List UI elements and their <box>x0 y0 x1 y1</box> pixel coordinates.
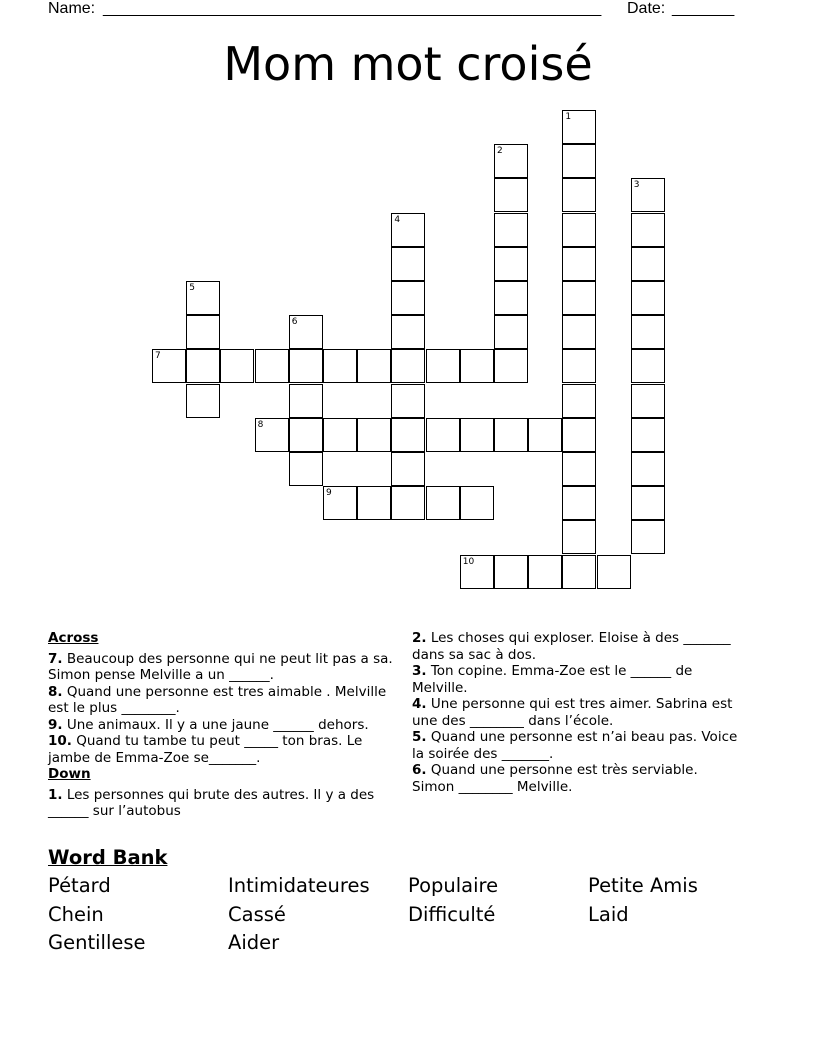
grid-cell <box>562 213 596 247</box>
grid-cell <box>562 555 596 589</box>
date-blank: _______ <box>672 0 735 17</box>
grid-cell <box>391 452 425 486</box>
name-label: Name: <box>48 0 96 17</box>
clue-across-9: 9. Une animaux. Il y a une jaune ______ dehors. <box>48 716 369 733</box>
grid-cell <box>391 281 425 315</box>
grid-cell <box>426 349 460 383</box>
grid-cell <box>460 555 494 589</box>
clue-down-6: 6. Quand une personne est très serviable. Simon ________ Melville. <box>412 762 698 795</box>
grid-cell <box>597 555 631 589</box>
clue-down-4: 4. Une personne qui est tres aimer. Sabrina est une des ________ dans l’école. <box>412 696 733 729</box>
grid-cell <box>460 349 494 383</box>
grid-cell <box>562 349 596 383</box>
grid-cell <box>391 349 425 383</box>
grid-cell <box>494 144 528 178</box>
clue-down-2: 2. Les choses qui exploser. Eloise à des _______ dans sa sac à dos. <box>412 630 731 663</box>
grid-cell <box>631 418 665 452</box>
grid-cell <box>494 281 528 315</box>
grid-cell <box>391 384 425 418</box>
grid-cell <box>220 349 254 383</box>
grid-cell <box>528 555 562 589</box>
clue-across-10: 10. Quand tu tambe tu peut _____ ton bras. Le jambe de Emma-Zoe se_______. <box>48 733 363 766</box>
grid-cell <box>186 315 220 349</box>
grid-cell <box>494 349 528 383</box>
word-bank-item: Difficulté <box>408 903 496 926</box>
grid-cell <box>391 247 425 281</box>
name-blank: ________________________________________________________ <box>103 0 602 17</box>
word-bank-item: Aider <box>228 931 280 954</box>
grid-cell <box>426 486 460 520</box>
clue-number: 2 <box>497 146 503 157</box>
clue-across-7: 7. Beaucoup des personne qui ne peut lit pas a sa. Simon pense Melville a un ______. <box>48 650 393 683</box>
grid-cell <box>562 110 596 144</box>
clue-across-8: 8. Quand une personne est tres aimable . Melville est le plus ________. <box>48 683 387 716</box>
date-label: Date: <box>627 0 666 17</box>
grid-cell <box>631 349 665 383</box>
grid-cell <box>460 486 494 520</box>
grid-cell <box>562 452 596 486</box>
grid-cell <box>631 247 665 281</box>
grid-cell <box>391 486 425 520</box>
clues-right-column <box>412 630 742 795</box>
word-bank-item: Populaire <box>408 874 499 897</box>
grid-cell <box>255 349 289 383</box>
grid-cell <box>323 486 357 520</box>
clue-number: 3 <box>633 180 640 191</box>
grid-cell <box>357 486 391 520</box>
clue-number: 9 <box>326 488 332 499</box>
clue-number: 4 <box>394 214 401 225</box>
grid-cell <box>631 520 665 554</box>
word-bank-title: Word Bank <box>48 846 168 869</box>
word-bank-item: Petite Amis <box>588 874 698 897</box>
grid-cell <box>323 349 357 383</box>
grid-cell <box>289 452 323 486</box>
grid-cell <box>494 418 528 452</box>
grid-cell <box>494 555 528 589</box>
down-heading: Down <box>48 766 91 782</box>
grid-cell <box>562 418 596 452</box>
clue-number: 6 <box>291 317 298 328</box>
clue-down-1: 1. Les personnes qui brute des autres. Il y a des ______ sur l’autobus <box>48 786 375 819</box>
grid-cell <box>562 315 596 349</box>
word-bank-item: Chein <box>48 903 104 926</box>
grid-cell <box>186 384 220 418</box>
grid-cell <box>562 486 596 520</box>
grid-cell <box>562 178 596 212</box>
grid-cell <box>562 247 596 281</box>
grid-cell <box>562 520 596 554</box>
clue-down-3: 3. Ton copine. Emma-Zoe est le ______ de Melville. <box>412 663 693 696</box>
grid-cell <box>494 213 528 247</box>
clue-down-5: 5. Quand une personne est n’ai beau pas. Voice la soirée des _______. <box>412 729 738 762</box>
grid-cell <box>289 315 323 349</box>
grid-cell <box>562 384 596 418</box>
grid-cell <box>528 418 562 452</box>
grid-cell <box>289 418 323 452</box>
grid-cell <box>255 418 289 452</box>
grid-cell <box>494 247 528 281</box>
grid-cell <box>631 384 665 418</box>
grid-cell <box>494 315 528 349</box>
grid-cell <box>289 349 323 383</box>
grid-cell <box>562 281 596 315</box>
clue-number: 7 <box>155 351 161 362</box>
clue-number: 10 <box>462 556 475 567</box>
clues-left-column <box>48 630 398 820</box>
clue-number: 8 <box>257 419 264 430</box>
grid-cell <box>323 418 357 452</box>
grid-cell <box>631 213 665 247</box>
word-bank-item: Laid <box>588 903 629 926</box>
grid-cell <box>562 144 596 178</box>
grid-cell <box>631 486 665 520</box>
grid-cell <box>152 349 186 383</box>
word-bank-item: Intimidateures <box>228 874 370 897</box>
across-heading: Across <box>48 630 99 646</box>
grid-cell <box>631 281 665 315</box>
clue-number: 5 <box>189 283 195 293</box>
word-bank-item: Pétard <box>48 874 111 897</box>
page-title: Mom mot croisé <box>223 37 593 91</box>
word-bank-item: Cassé <box>228 903 286 926</box>
grid-cell <box>391 213 425 247</box>
grid-cell <box>631 178 665 212</box>
grid-cell <box>426 418 460 452</box>
grid-cell <box>357 418 391 452</box>
grid-cell <box>289 384 323 418</box>
grid-cell <box>186 281 220 315</box>
clue-number: 1 <box>565 112 572 122</box>
grid-cell <box>391 418 425 452</box>
grid-cell <box>631 452 665 486</box>
word-bank-item: Gentillese <box>48 931 146 954</box>
grid-cell <box>391 315 425 349</box>
grid-cell <box>631 315 665 349</box>
grid-cell <box>186 349 220 383</box>
grid-cell <box>460 418 494 452</box>
grid-cell <box>494 178 528 212</box>
grid-cell <box>357 349 391 383</box>
